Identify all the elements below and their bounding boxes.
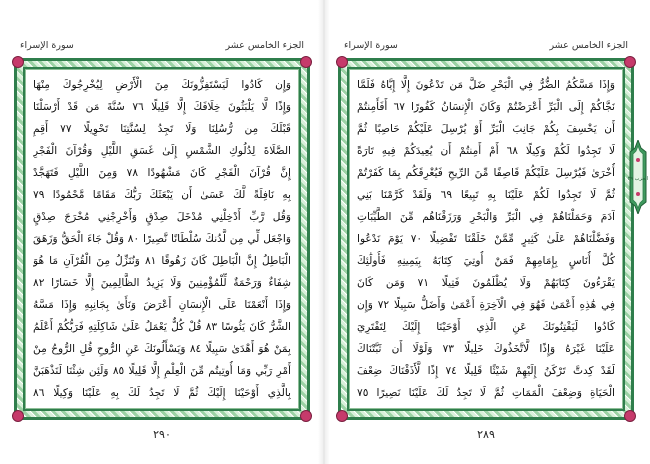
verse-line: كُلَّ أُنَاسٍ بِإِمَامِهِمْ فَمَنْ أُوتِيَ كِتَابَهُ بِيَمِينِهِ فَأُولَٰئِكَ [357, 255, 615, 267]
verse-line: فِي هَٰذِهِ أَعْمَىٰ فَهُوَ فِي الْآخِرَةِ أَعْمَىٰ وَأَضَلُّ سَبِيلًا ٧٢ وَإِن [357, 299, 615, 311]
verse-line: ثُمَّ لَا تَجِدُوا لَكُمْ عَلَيْنَا بِهِ تَبِيعًا ٦٩ وَلَقَدْ كَرَّمْنَا بَنِي [357, 189, 615, 201]
page-number: ٢٩٠ [153, 428, 171, 441]
verse-line: وَقُل رَّبِّ أَدْخِلْنِي مُدْخَلَ صِدْقٍ وَأَخْرِجْنِي مُخْرَجَ صِدْقٍ [33, 211, 291, 223]
ornamental-frame [338, 58, 634, 420]
corner-ornament-icon [300, 56, 312, 68]
page-number: ٢٨٩ [477, 428, 495, 441]
verse-line: أَن يَخْسِفَ بِكُمْ جَانِبَ الْبَرِّ أَوْ يُرْسِلَ عَلَيْكُمْ حَاصِبًا ثُمَّ [357, 123, 615, 135]
verse-line: عَلَيْنَا غَيْرَهُ وَإِذًا لَّاتَّخَذُوكَ خَلِيلًا ٧٣ وَلَوْلَا أَن ثَبَّتْنَاكَ [357, 343, 615, 355]
verse-line: الْحَيَاةِ وَضِعْفَ الْمَمَاتِ ثُمَّ لَا تَجِدُ لَكَ عَلَيْنَا نَصِيرًا ٧٥ [357, 387, 615, 399]
verse-line: وَإِذَا أَنْعَمْنَا عَلَى الْإِنسَانِ أَعْرَضَ وَنَأَىٰ بِجَانِبِهِ وَإِذَا مَسَّهُ [33, 299, 291, 311]
verse-line: إِنَّ قُرْآنَ الْفَجْرِ كَانَ مَشْهُودًا ٧٨ وَمِنَ اللَّيْلِ فَتَهَجَّدْ [33, 167, 291, 179]
verse-line: وَفَضَّلْنَاهُمْ عَلَىٰ كَثِيرٍ مِّمَّنْ خَلَقْنَا تَفْضِيلًا ٧٠ يَوْمَ نَدْعُوا [357, 233, 615, 245]
juz-header: الجزء الخامس عشر [549, 40, 628, 51]
hizb-label: الحزب ٢٩ [628, 176, 648, 182]
verse-line: الْبَاطِلُ إِنَّ الْبَاطِلَ كَانَ زَهُوقًا ٨١ وَنُنَزِّلُ مِنَ الْقُرْآنِ مَا هُوَ [33, 255, 291, 267]
right-page-header [344, 40, 628, 56]
verse-line: نَجَّاكُمْ إِلَى الْبَرِّ أَعْرَضْتُمْ وَكَانَ الْإِنسَانُ كَفُورًا ٦٧ أَفَأَمِنتُمْ [357, 101, 615, 113]
verse-line: لَا تَجِدُوا لَكُمْ وَكِيلًا ٦٨ أَمْ أَمِنتُمْ أَن يُعِيدَكُمْ فِيهِ تَارَةً [357, 145, 615, 157]
surah-header: سورة الإسراء [344, 40, 398, 51]
verse-line: قَبْلَكَ مِن رُّسُلِنَا وَلَا تَجِدُ لِسُنَّتِنَا تَحْوِيلًا ٧٧ أَقِمِ [33, 123, 291, 135]
verse-line: وَاجْعَل لِّي مِن لَّدُنكَ سُلْطَانًا نَّصِيرًا ٨٠ وَقُلْ جَاءَ الْحَقُّ وَزَهَقَ [33, 233, 291, 245]
surah-header: سورة الإسراء [20, 40, 74, 51]
verse-line: بِالَّذِي أَوْحَيْنَا إِلَيْكَ ثُمَّ لَا تَجِدُ لَكَ بِهِ عَلَيْنَا وَكِيلًا ٨٦ [33, 387, 291, 399]
corner-ornament-icon [624, 410, 636, 422]
verse-line: لَقَدْ كِدتَّ تَرْكَنُ إِلَيْهِمْ شَيْئًا قَلِيلًا ٧٤ إِذًا لَّأَذَقْنَاكَ ضِعْفَ [357, 365, 615, 377]
verse-line: وَإِذًا لَّا يَلْبَثُونَ خِلَافَكَ إِلَّا قَلِيلًا ٧٦ سُنَّةَ مَن قَدْ أَرْسَلْنَا [33, 101, 291, 113]
verse-line: أُخْرَىٰ فَيُرْسِلَ عَلَيْكُمْ قَاصِفًا مِّنَ الرِّيحِ فَيُغْرِقَكُم بِمَا كَفَرْتُمْ [357, 167, 615, 179]
corner-ornament-icon [336, 410, 348, 422]
verse-line: كَادُوا لَيَفْتِنُونَكَ عَنِ الَّذِي أَوْحَيْنَا إِلَيْكَ لِتَفْتَرِيَ [357, 321, 615, 333]
verse-line: شِفَاءٌ وَرَحْمَةٌ لِّلْمُؤْمِنِينَ وَلَا يَزِيدُ الظَّالِمِينَ إِلَّا خَسَارًا ٨٢ [33, 277, 291, 289]
left-page [6, 0, 318, 464]
verse-line: بِهِ نَافِلَةً لَّكَ عَسَىٰ أَن يَبْعَثَكَ رَبُّكَ مَقَامًا مَّحْمُودًا ٧٩ [33, 189, 291, 201]
juz-header: الجزء الخامس عشر [225, 40, 304, 51]
hizb-marker-icon [628, 140, 648, 214]
ornamental-frame [14, 58, 310, 420]
verse-line: الشَّرُّ كَانَ يَئُوسًا ٨٣ قُلْ كُلٌّ يَعْمَلُ عَلَىٰ شَاكِلَتِهِ فَرَبُّكُمْ أَعْلَمُ [33, 321, 291, 333]
verse-line: آدَمَ وَحَمَلْنَاهُمْ فِي الْبَرِّ وَالْبَحْرِ وَرَزَقْنَاهُم مِّنَ الطَّيِّبَاتِ [357, 211, 615, 223]
text-area [347, 67, 625, 411]
verse-lines [33, 75, 291, 403]
text-area [23, 67, 301, 411]
corner-ornament-icon [300, 410, 312, 422]
verse-line: وَإِن كَادُوا لَيَسْتَفِزُّونَكَ مِنَ الْأَرْضِ لِيُخْرِجُوكَ مِنْهَا [33, 79, 291, 91]
corner-ornament-icon [12, 410, 24, 422]
verse-line: الصَّلَاةَ لِدُلُوكِ الشَّمْسِ إِلَىٰ غَسَقِ اللَّيْلِ وَقُرْآنَ الْفَجْرِ [33, 145, 291, 157]
right-page [330, 0, 642, 464]
verse-line: أَمْرِ رَبِّي وَمَا أُوتِيتُم مِّنَ الْعِلْمِ إِلَّا قَلِيلًا ٨٥ وَلَئِن شِئْنَا لَنَذْهَبَنَّ [33, 365, 291, 377]
book-spine [318, 0, 330, 464]
corner-ornament-icon [624, 56, 636, 68]
verse-line: بِمَنْ هُوَ أَهْدَىٰ سَبِيلًا ٨٤ وَيَسْأَلُونَكَ عَنِ الرُّوحِ قُلِ الرُّوحُ مِنْ [33, 343, 291, 355]
verse-line: يَقْرَءُونَ كِتَابَهُمْ وَلَا يُظْلَمُونَ فَتِيلًا ٧١ وَمَن كَانَ [357, 277, 615, 289]
left-page-header [20, 40, 304, 56]
verse-lines [357, 75, 615, 403]
verse-line: وَإِذَا مَسَّكُمُ الضُّرُّ فِي الْبَحْرِ ضَلَّ مَن تَدْعُونَ إِلَّا إِيَّاهُ فَلَمَّا [357, 79, 615, 91]
